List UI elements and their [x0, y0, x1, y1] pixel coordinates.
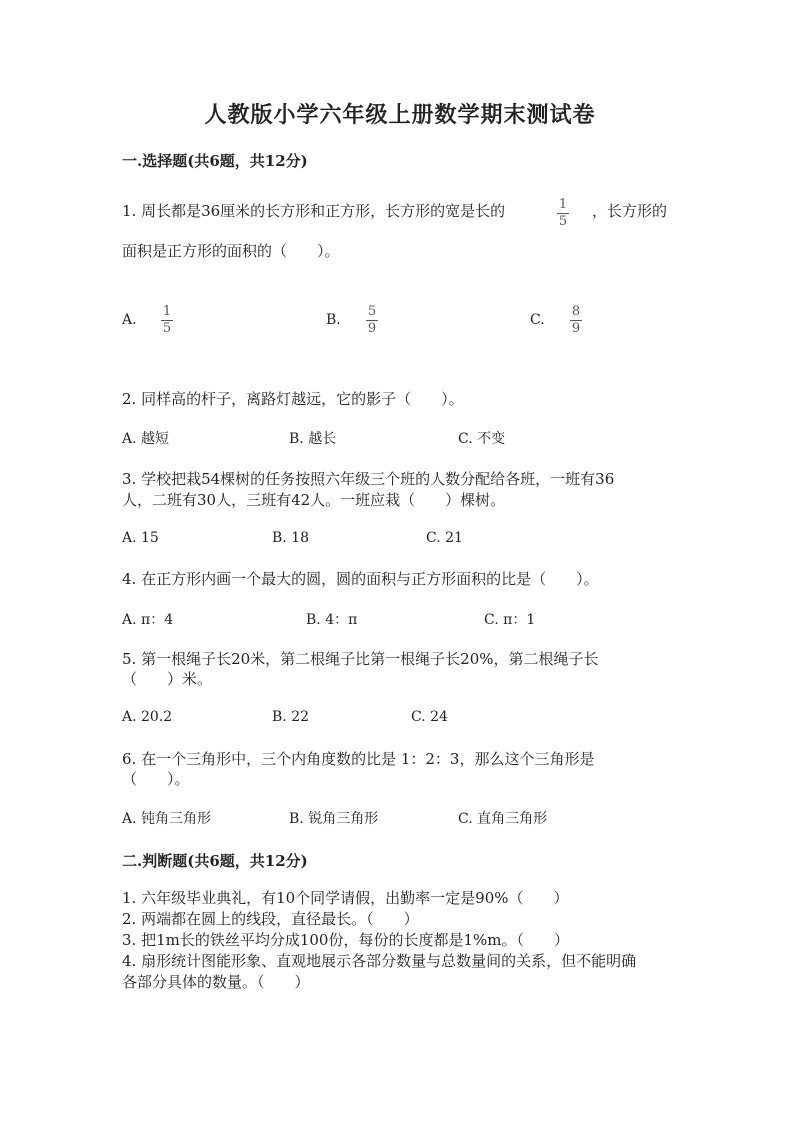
- question-3-line-1: 3. 学校把栽54棵树的任务按照六年级三个班的人数分配给各班，一班有36: [122, 470, 615, 488]
- section-heading-judgment: 二.判断题(共6题，共12分): [122, 852, 308, 870]
- question-1-fraction: [555, 198, 571, 229]
- question-1-option-c-label: C.: [530, 312, 545, 328]
- question-1-option-b-fraction: [364, 305, 380, 336]
- question-1-option-a-fraction: [159, 305, 175, 336]
- question-4-text: 4. 在正方形内画一个最大的圆，圆的面积与正方形面积的比是（ ）。: [122, 570, 599, 588]
- question-1-text-a: 1. 周长都是36厘米的长方形和正方形，长方形的宽是长的: [122, 202, 506, 220]
- fraction-denominator: 9: [367, 321, 377, 336]
- judgment-item-4-line-2: 各部分具体的数量。（ ）: [122, 973, 310, 991]
- question-4-option-c: C. π：1: [484, 612, 536, 628]
- question-6-option-b: B. 锐角三角形: [289, 811, 379, 827]
- fraction-denominator: 5: [558, 214, 568, 229]
- question-1-text-b: ，长方形的: [592, 202, 668, 220]
- question-1-option-a-label: A.: [122, 312, 137, 328]
- question-1-option-c-fraction: [568, 305, 584, 336]
- question-6-option-a: A. 钝角三角形: [122, 811, 212, 827]
- question-5-option-a: A. 20.2: [122, 709, 173, 725]
- question-2-option-a: A. 越短: [122, 431, 170, 447]
- fraction-numerator: 1: [162, 304, 172, 319]
- fraction-numerator: 1: [558, 197, 568, 212]
- question-4-option-b: B. 4：π: [306, 612, 358, 628]
- question-6-option-c: C. 直角三角形: [458, 811, 548, 827]
- question-6-line-1: 6. 在一个三角形中，三个内角度数的比是 1：2：3，那么这个三角形是: [122, 750, 595, 768]
- fraction-numerator: 5: [367, 304, 377, 319]
- question-2-option-c: C. 不变: [458, 431, 506, 447]
- question-1-option-b-label: B.: [326, 312, 341, 328]
- judgment-item-3: 3. 把1m长的铁丝平均分成100份，每份的长度都是1%m。（ ）: [122, 931, 569, 949]
- question-2-option-b: B. 越长: [289, 431, 337, 447]
- fraction-denominator: 5: [162, 321, 172, 336]
- question-3-line-2: 人，二班有30人，三班有42人。一班应栽（ ）棵树。: [122, 491, 506, 509]
- question-3-option-b: B. 18: [272, 530, 310, 546]
- section-heading-choice: 一.选择题(共6题，共12分): [122, 152, 308, 170]
- question-4-option-a: A. π：4: [122, 612, 174, 628]
- question-3-option-c: C. 21: [426, 530, 463, 546]
- question-5-option-c: C. 24: [411, 709, 448, 725]
- question-5-line-2: （ ）米。: [122, 670, 213, 688]
- question-1-text-c: 面积是正方形的面积的（ ）。: [122, 242, 340, 260]
- fraction-denominator: 9: [571, 321, 581, 336]
- question-5-line-1: 5. 第一根绳子长20米，第二根绳子比第一根绳子长20%，第二根绳子长: [122, 650, 599, 668]
- question-5-option-b: B. 22: [272, 709, 310, 725]
- page-title: 人教版小学六年级上册数学期末测试卷: [204, 102, 596, 128]
- question-2-text: 2. 同样高的杆子，离路灯越远，它的影子（ ）。: [122, 390, 464, 408]
- question-3-option-a: A. 15: [122, 530, 159, 546]
- judgment-item-2: 2. 两端都在圆上的线段，直径最长。（ ）: [122, 910, 419, 928]
- question-6-line-2: （ ）。: [122, 770, 190, 788]
- fraction-numerator: 8: [571, 304, 581, 319]
- judgment-item-4-line-1: 4. 扇形统计图能形象、直观地展示各部分数量与总数量间的关系，但不能明确: [122, 952, 637, 970]
- judgment-item-1: 1. 六年级毕业典礼，有10个同学请假，出勤率一定是90%（ ）: [122, 889, 569, 907]
